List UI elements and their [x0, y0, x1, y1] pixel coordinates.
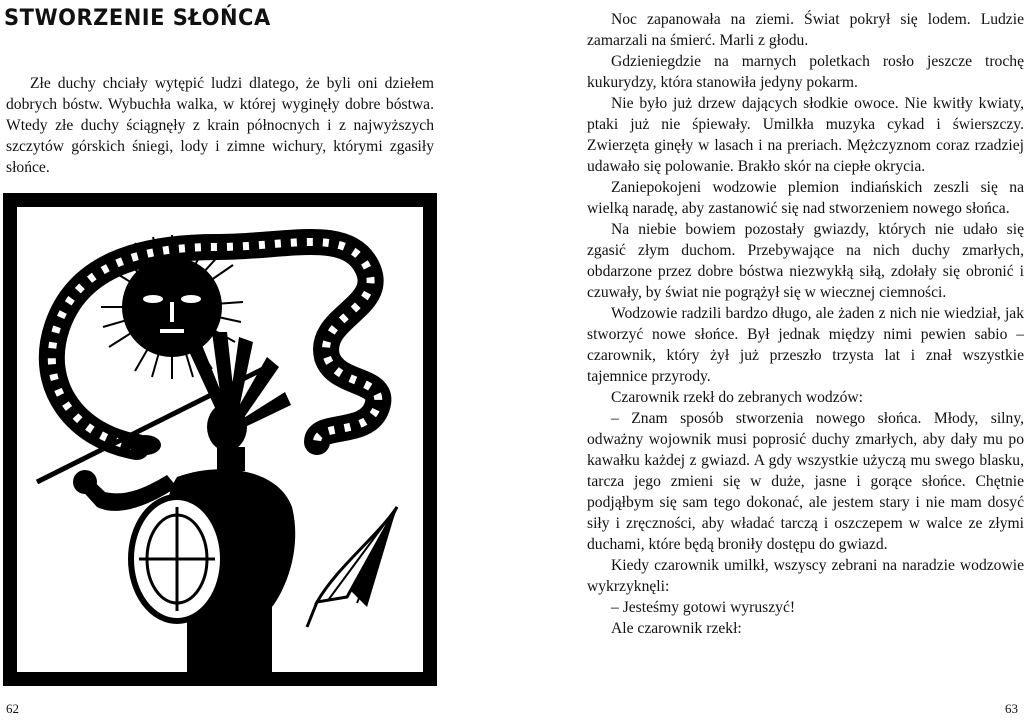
chapter-title: STWORZENIE SŁOŃCA [4, 5, 271, 31]
paragraph: Złe duchy chciały wytępić ludzi dlatego, że byli oni dziełem dobrych bóstw. Wybuchła walka, w której wyginęły dobre bóstwa. Wtedy złe duchy ściągnęły z krain północnych i z najwyższych szczytów górskich śniegi, lody i zimne wichury, którymi zgasiły słońce. [6, 75, 434, 176]
page-number-right: 63 [1005, 701, 1018, 716]
paragraph: – Znam sposób stworzenia nowego słońca. Młody, silny, odważny wojownik musi poprosić duchy zmarłych, aby dały mu po kawałku każdej z gwiazd. A gdy wszystkie użyczą mu swego blasku, tarcza jego zmieni się w duże, jasne i gorące słońce. Chętnie podjąłbym się sam tego dokonać, ale jestem stary i nie mam dosyć siły i zręczności, aby władać tarczą i oszczepem w walce ze złymi duchami, które będą broniły dostępu do gwiazd. [587, 410, 1024, 553]
paragraph: Noc zapanowała na ziemi. Świat pokrył się lodem. Ludzie zamarzali na śmierć. Marli z głodu. [587, 11, 1024, 49]
paragraph: Zaniepokojeni wodzowie plemion indiańskich zeszli się na wielką naradę, aby zastanowić się nad stworzeniem nowego słońca. [587, 179, 1024, 217]
paragraph: Na niebie bowiem pozostały gwiazdy, których nie udało się zgasić złym duchom. Przebywające na nich duchy zmarłych, obdarzone przez dobre bóstwa niezwykłą siłą, zdołały się obronić i czuwały, by świat nie pogrążył się w wiecznej ciemności. [587, 221, 1024, 301]
right-page [512, 0, 1024, 723]
left-body-text [6, 73, 434, 178]
story-illustration [3, 193, 437, 686]
paragraph: Wodzowie radzili bardzo długo, ale żaden z nich nie wiedział, jak stworzyć nowe słońce. Był jednak między nimi pewien sabio – czarownik, który żył już przeszło trzysta lat i znał wszystkie tajemnice przyrody. [587, 305, 1024, 385]
paragraph: Kiedy czarownik umilkł, wszyscy zebrani na naradzie wodzowie wykrzyknęli: [587, 557, 1024, 595]
paragraph: – Jesteśmy gotowi wyruszyć! [611, 599, 796, 616]
paragraph: Czarownik rzekł do zebranych wodzów: [611, 389, 864, 406]
paragraph: Ale czarownik rzekł: [611, 620, 742, 637]
right-body-text [587, 9, 1024, 639]
paragraph: Gdzieniegdzie na marnych poletkach rosło jeszcze trochę kukurydzy, która stanowiła jedyny pokarm. [587, 53, 1024, 91]
page-number-left: 62 [6, 701, 19, 716]
feather-fan [307, 507, 397, 627]
paragraph: Nie było już drzew dających słodkie owoce. Nie kwitły kwiaty, ptaki już nie śpiewały. Umilkła muzyka cykad i świerszczy. Zwierzęta ginęły w lasach i na preriach. Mężczyznom coraz rzadziej udawało się polowanie. Brakło skór na ciepłe okrycia. [587, 95, 1024, 175]
woodcut-illustration [17, 207, 423, 672]
